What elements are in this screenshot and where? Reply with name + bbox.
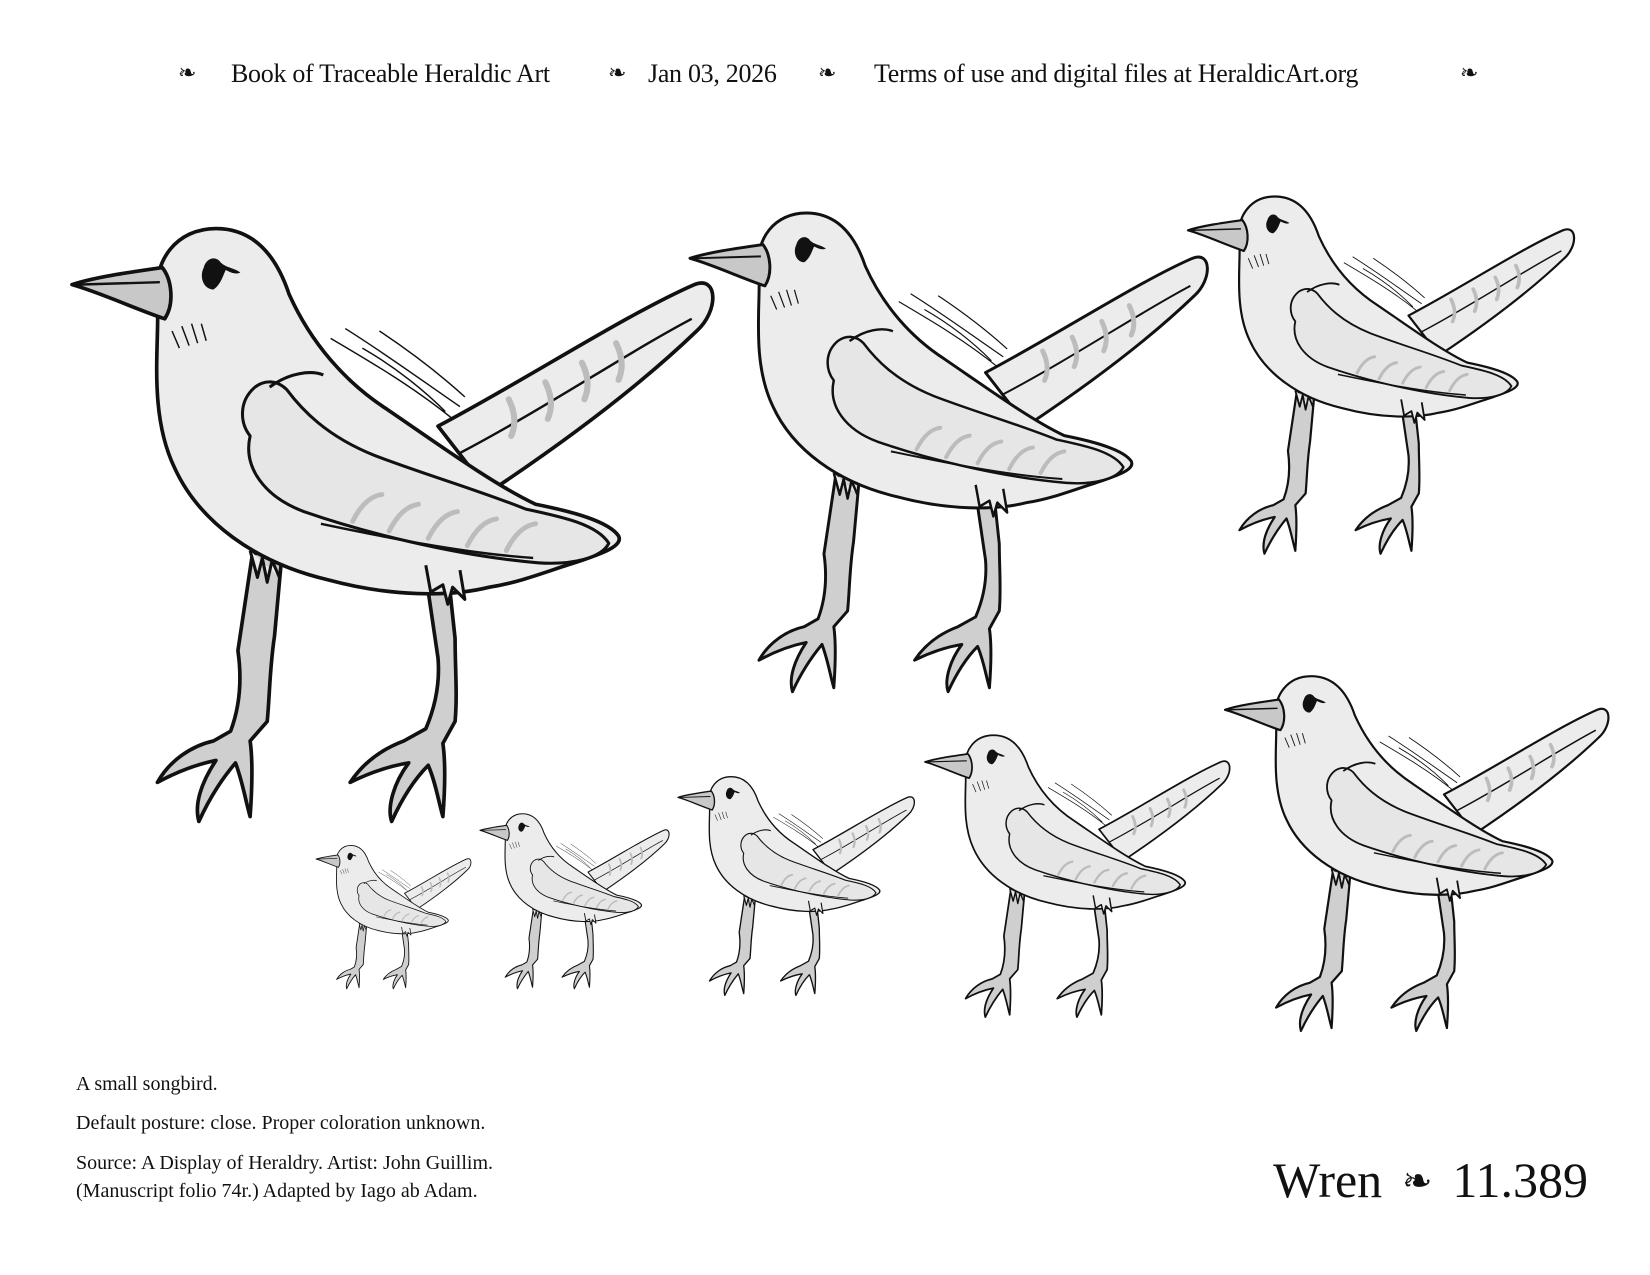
plate-title xyxy=(1273,1150,1588,1210)
wren-figure-small xyxy=(925,735,1230,1017)
description-line: A small songbird. xyxy=(76,1073,218,1095)
fleuron-icon: ❧ xyxy=(1402,1161,1433,1202)
wren-figure-medium xyxy=(690,213,1207,692)
wren-figure-small xyxy=(1188,197,1574,554)
wren-figure-small xyxy=(1225,676,1608,1031)
description-line: (Manuscript folio 74r.) Adapted by Iago ab Adam. xyxy=(76,1180,478,1202)
wren-figure-large xyxy=(72,229,713,822)
plate-name: Wren xyxy=(1273,1152,1383,1208)
description-line: Source: A Display of Heraldry. Artist: John Guillim. xyxy=(76,1152,494,1174)
fleuron-icon: ❧ xyxy=(1460,61,1479,86)
wren-figure-tiny xyxy=(480,814,669,989)
book-title: Book of Traceable Heraldic Art xyxy=(231,59,550,88)
fleuron-icon: ❧ xyxy=(178,61,197,86)
fleuron-icon: ❧ xyxy=(608,61,627,86)
fleuron-icon: ❧ xyxy=(818,61,837,86)
terms-link[interactable]: Terms of use and digital files at HeraldicArt.org xyxy=(874,59,1359,88)
plate-number: 11.389 xyxy=(1452,1152,1588,1208)
wren-figure-tiny xyxy=(316,845,471,988)
description-line: Default posture: close. Proper coloration unknown. xyxy=(76,1112,486,1134)
page-date: Jan 03, 2026 xyxy=(648,59,777,88)
wren-figure-tiny xyxy=(678,777,914,996)
